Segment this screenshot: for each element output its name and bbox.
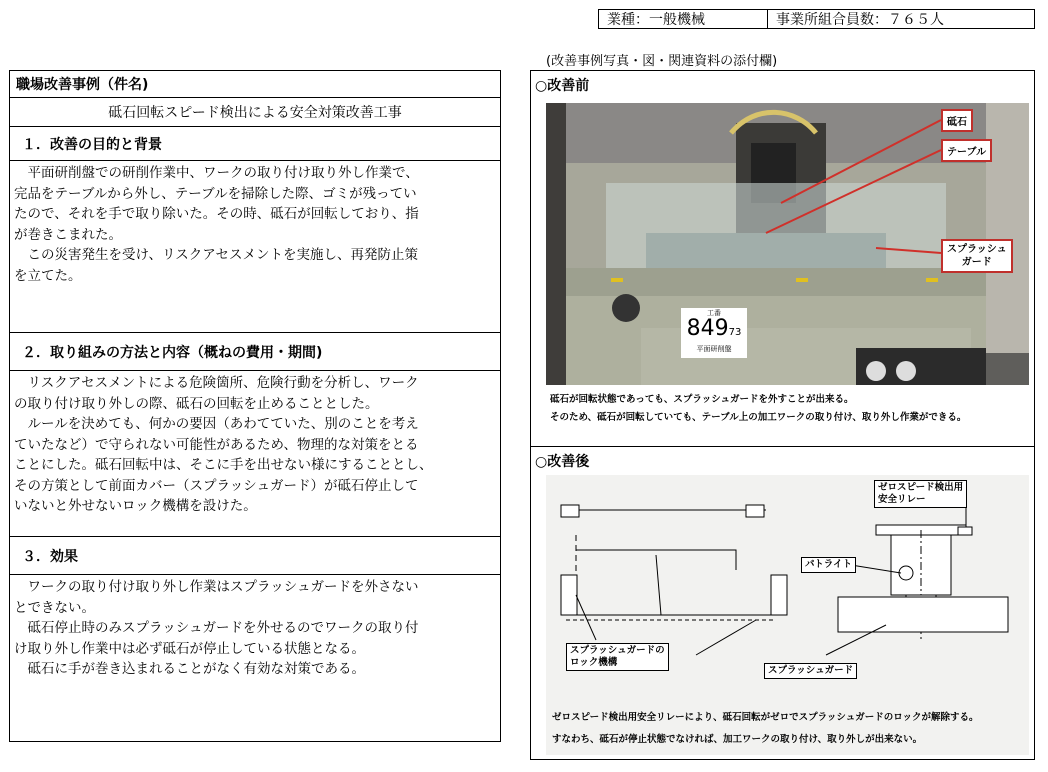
after-caption-line2: すなわち、砥石が停止状態でなければ、加工ワークの取り付け、取り外しが出来ない。 (552, 734, 923, 745)
attachment-caption: (改善事例写真・図・関連資料の添付欄) (546, 54, 778, 69)
machine-number-plate (681, 308, 747, 358)
before-caption-line2: そのため、砥石が回転していても、テーブル上の加工ワークの取り付け、取り外し作業ができる。 (550, 412, 967, 423)
header-info-box (598, 9, 1035, 29)
plate-small: 平面研削盤 (696, 345, 732, 353)
industry-label: 業種：一般機械 (599, 10, 768, 28)
before-photo (546, 103, 1029, 433)
after-diagram (546, 475, 1029, 755)
label-patlite: パトライト (801, 557, 856, 573)
members-label: 事業所組合員数：７６５人 (776, 12, 944, 28)
label-safety-relay (874, 480, 967, 508)
section-2-title: ２．取り組みの方法と内容（概ねの費用・期間) (22, 344, 323, 361)
label-safety-relay-line2: 安全リレー (878, 494, 926, 505)
plate-number: 849 (686, 316, 729, 341)
before-caption-line1: 砥石が回転状態であっても、スプラッシュガードを外すことが出来る。 (550, 394, 854, 405)
before-heading: ○改善前 (535, 78, 590, 94)
section-3-header (10, 537, 500, 575)
before-caption (546, 385, 1029, 433)
section-1-text: 平面研削盤での研削作業中、ワークの取り付け取り外し作業で、 完品をテーブルから外し、テーブルを掃除した際、ゴミが残ってい たので、それを手で取り除いた。その時、砥石が回転しており、指 が巻きこまれた。 この災害発生を受け、リスクアセスメントを実施し、再発防止策 を立てた。 (14, 165, 419, 284)
section-2-header (10, 333, 500, 371)
label-safety-relay-line1: ゼロスピード検出用 (878, 482, 964, 493)
case-description-panel (9, 70, 501, 742)
case-heading: 職場改善事例（件名) (16, 77, 149, 93)
callout-splash-line2: ガード (961, 257, 992, 268)
section-1-header (10, 127, 500, 161)
callout-splash-guard (941, 239, 1013, 273)
after-heading: ○改善後 (531, 446, 1034, 474)
case-title-row (10, 98, 500, 127)
label-lock-mechanism (566, 643, 669, 671)
attachment-panel (530, 70, 1035, 760)
case-title: 砥石回転スピード検出による安全対策改善工事 (108, 105, 402, 121)
label-splash-guard: スプラッシュガード (764, 663, 857, 679)
section-1-title: １．改善の目的と背景 (22, 136, 162, 153)
case-heading-row (10, 71, 500, 98)
plate-number-row (681, 318, 747, 344)
plate-top: 工番 (707, 309, 721, 317)
section-3-body (10, 575, 500, 741)
label-lock-line1: スプラッシュガードの (570, 645, 665, 656)
after-caption-line1: ゼロスピード検出用安全リレーにより、砥石回転がゼロでスプラッシュガードのロックが解除する。 (552, 712, 979, 723)
section-3-title: ３．効果 (22, 548, 78, 565)
plate-sub: 73 (728, 327, 742, 338)
section-2-body (10, 371, 500, 537)
section-2-text: リスクアセスメントによる危険箇所、危険行動を分析し、ワーク の取り付け取り外しの際、砥石の回転を止めることとした。 ルールを決めても、何かの要因（あわてていた、別のことを考え ていたなど）で守られない可能性があるため、物理的な対策をとる ことにした。砥石回転中は、そこに手を出せない様にすることとし、 その方策として前面カバー（スプラッシュガード）が砥石停止して いないと外せないロック機構を設けた。 (14, 375, 433, 514)
callout-table: テーブル (941, 139, 992, 162)
label-lock-line2: ロック機構 (570, 657, 618, 668)
section-3-text: ワークの取り付け取り外し作業はスプラッシュガードを外さない とできない。 砥石停止時のみスプラッシュガードを外せるのでワークの取り付 け取り外し作業中は必ず砥石が停止している状態となる。 砥石に手が巻き込まれることがなく有効な対策である。 (14, 579, 419, 677)
callout-splash-line1: スプラッシュ (947, 244, 1007, 255)
section-1-body (10, 161, 500, 333)
callout-grindstone: 砥石 (941, 109, 973, 132)
